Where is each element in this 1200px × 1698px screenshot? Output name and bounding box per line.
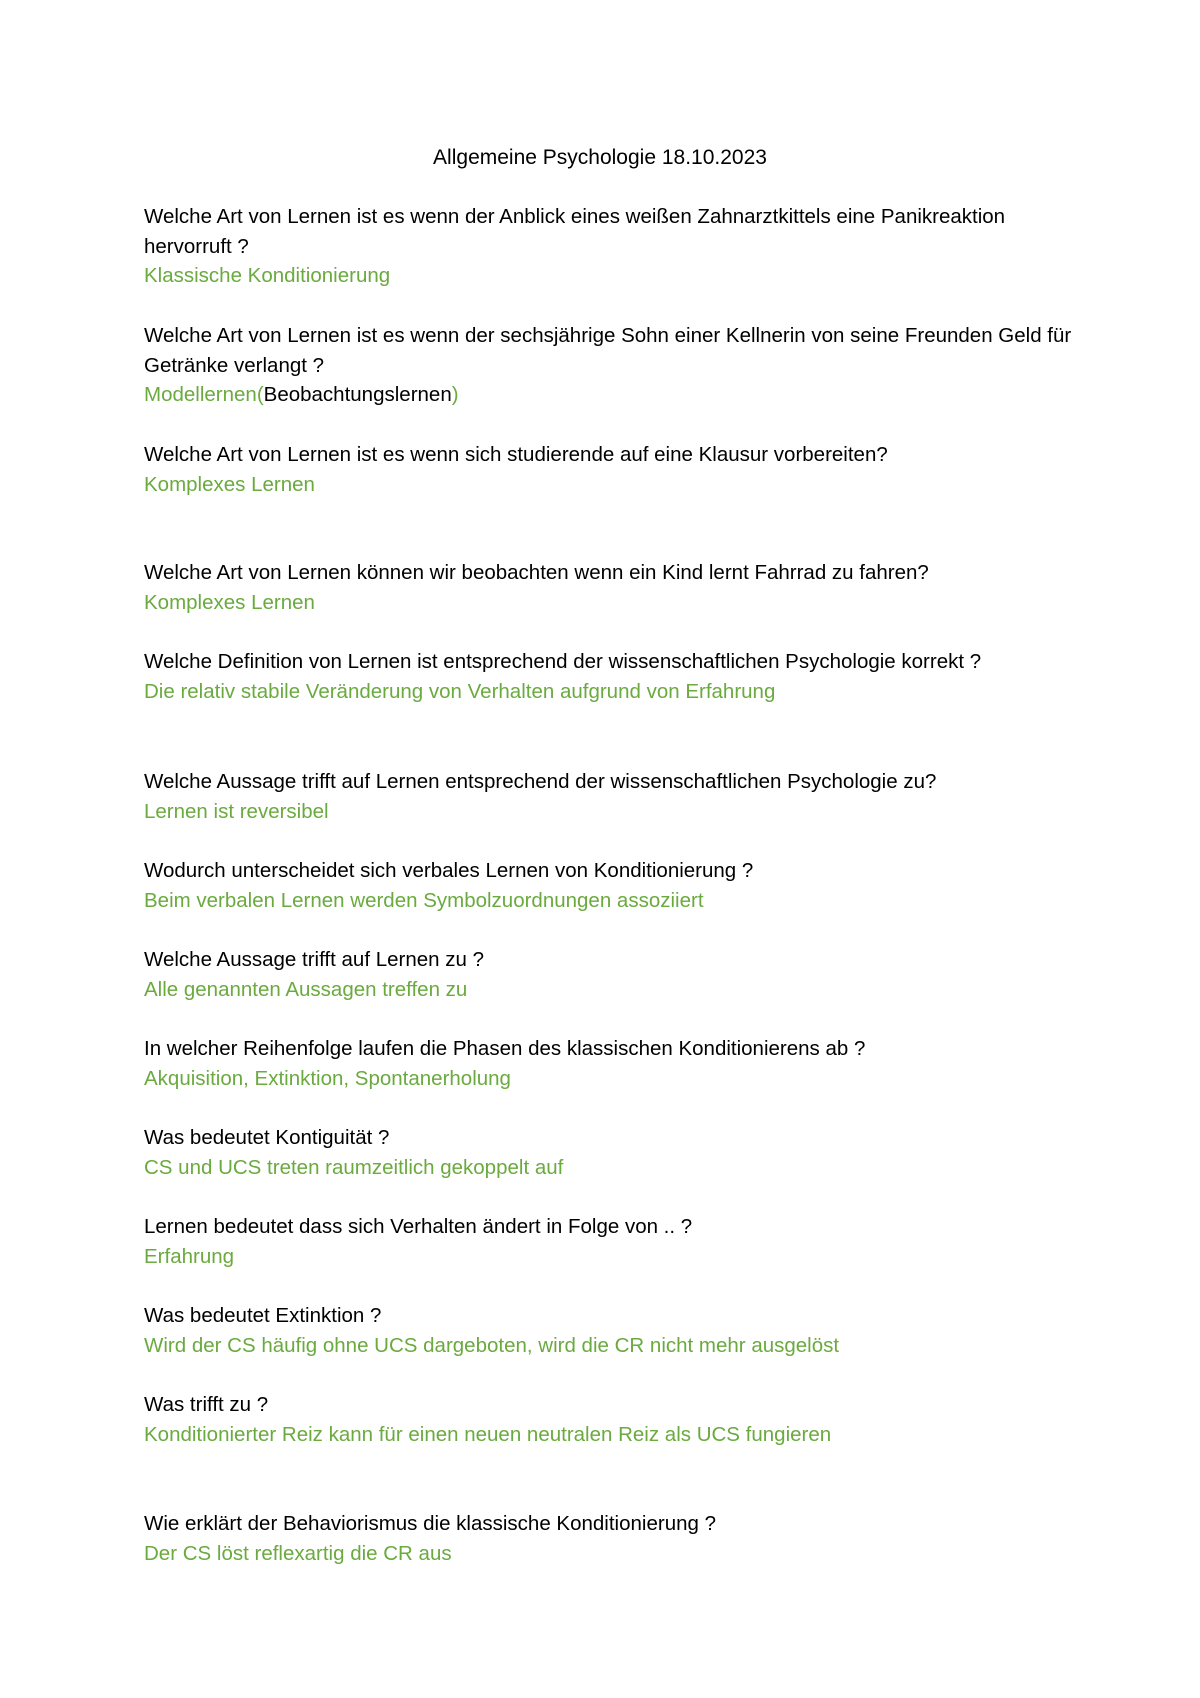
qa-item-8 <box>144 945 1074 1004</box>
question-text: Was bedeutet Extinktion ? <box>144 1304 382 1327</box>
question-text: Wodurch unterscheidet sich verbales Lernen von Konditionierung ? <box>144 859 754 882</box>
question-text: Wie erklärt der Behaviorismus die klassische Konditionierung ? <box>144 1512 716 1535</box>
question-text: Welche Aussage trifft auf Lernen zu ? <box>144 948 484 971</box>
answer-text: Komplexes Lernen <box>144 472 315 496</box>
answer-text: Lernen ist reversibel <box>144 799 329 823</box>
question-text: Welche Art von Lernen ist es wenn der Anblick eines weißen Zahnarztkittels eine Panikreaktion hervorruft ? <box>144 205 1006 258</box>
question-text: Was trifft zu ? <box>144 1393 269 1416</box>
qa-item-12 <box>144 1301 1074 1360</box>
question-text: Was bedeutet Kontiguität ? <box>144 1126 390 1149</box>
answer-text: Konditionierter Reiz kann für einen neuen neutralen Reiz als UCS fungieren <box>144 1422 832 1446</box>
qa-item-9 <box>144 1034 1074 1093</box>
qa-item-11 <box>144 1212 1074 1271</box>
question-text: Welche Definition von Lernen ist entsprechend der wissenschaftlichen Psychologie korrekt ? <box>144 650 982 673</box>
qa-item-1 <box>144 202 1074 291</box>
question-text: Welche Art von Lernen können wir beobachten wenn ein Kind lernt Fahrrad zu fahren? <box>144 561 929 584</box>
qa-item-10 <box>144 1123 1074 1182</box>
answer-text: Komplexes Lernen <box>144 590 315 614</box>
qa-item-6 <box>144 767 1074 826</box>
qa-item-3 <box>144 440 1074 499</box>
answer-text: Alle genannten Aussagen treffen zu <box>144 977 468 1001</box>
qa-item-2 <box>144 321 1074 410</box>
answer-text: Die relativ stabile Veränderung von Verhalten aufgrund von Erfahrung <box>144 679 776 703</box>
question-text: Welche Art von Lernen ist es wenn sich studierende auf eine Klausur vorbereiten? <box>144 443 888 466</box>
answer-text: Erfahrung <box>144 1244 235 1268</box>
answer-text: Beim verbalen Lernen werden Symbolzuordnungen assoziiert <box>144 888 704 912</box>
question-text: Lernen bedeutet dass sich Verhalten ändert in Folge von .. ? <box>144 1215 693 1238</box>
qa-item-13 <box>144 1390 1074 1449</box>
qa-item-7 <box>144 856 1074 915</box>
question-text: In welcher Reihenfolge laufen die Phasen des klassischen Konditionierens ab ? <box>144 1037 866 1060</box>
answer-text <box>144 380 1074 410</box>
answer-text: CS und UCS treten raumzeitlich gekoppelt auf <box>144 1155 564 1179</box>
qa-item-14 <box>144 1509 1074 1568</box>
question-text: Welche Art von Lernen ist es wenn der sechsjährige Sohn einer Kellnerin von seine Freunden Geld für Getränke verlangt ? <box>144 324 1072 377</box>
question-text: Welche Aussage trifft auf Lernen entsprechend der wissenschaftlichen Psychologie zu? <box>144 770 937 793</box>
page-title: Allgemeine Psychologie 18.10.2023 <box>433 146 767 169</box>
qa-item-5 <box>144 647 1074 706</box>
qa-item-4 <box>144 558 1074 617</box>
answer-text-part: Beobachtungslernen <box>263 383 452 406</box>
answer-text: Akquisition, Extinktion, Spontanerholung <box>144 1066 511 1090</box>
answer-text-part: ) <box>451 383 459 406</box>
answer-text: Klassische Konditionierung <box>144 264 391 287</box>
answer-text-part: Modellernen( <box>144 383 264 406</box>
answer-text: Der CS löst reflexartig die CR aus <box>144 1541 452 1565</box>
answer-text: Wird der CS häufig ohne UCS dargeboten, wird die CR nicht mehr ausgelöst <box>144 1333 840 1357</box>
